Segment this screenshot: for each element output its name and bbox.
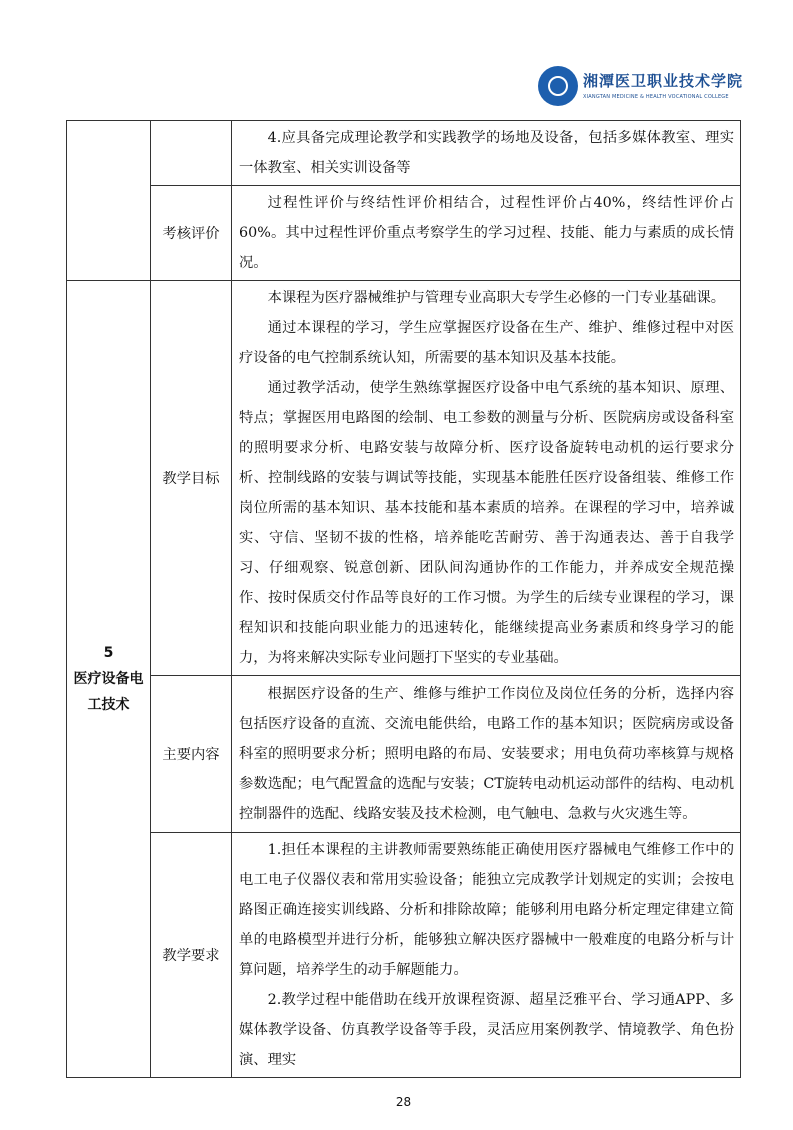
- paragraph: 4.应具备完成理论教学和实践教学的场地及设备，包括多媒体教室、理实一体教室、相关实训设备等: [239, 130, 734, 176]
- table-row: [67, 121, 741, 186]
- row-label: 主要内容: [151, 676, 232, 833]
- prev-course-cell: [67, 121, 151, 281]
- paragraph: 1.担任本课程的主讲教师需要熟练能正确使用医疗器械电气维修工作中的电工电子仪器仪表和常用实验设备；能独立完成教学计划规定的实训；会按电路图正确连接实训线路、分析和排除故障；能够利用电路分析定理定律建立简单的电路模型并进行分析，能够独立解决医疗器械中一般难度的电路分析与计算问题，培养学生的动手解题能力。: [239, 842, 734, 978]
- logo-english-name: XIANGTAN MEDICINE & HEALTH VOCATIONAL COLLEGE: [583, 94, 729, 100]
- row-label: 考核评价: [151, 186, 232, 281]
- paragraph: 2.教学过程中能借助在线开放课程资源、超星泛雅平台、学习通APP、多媒体教学设备、仿真教学设备等手段，灵活应用案例教学、情境教学、角色扮演、理实: [239, 992, 734, 1068]
- row-label: [151, 121, 232, 186]
- page-number: 28: [395, 1095, 412, 1109]
- row-content: [232, 186, 741, 281]
- paragraph: 本课程为医疗器械维护与管理专业高职大专学生必修的一门专业基础课。: [267, 290, 726, 306]
- table-row: [67, 186, 741, 281]
- row-label: 教学目标: [151, 281, 232, 676]
- college-logo: [538, 66, 743, 106]
- course-name-cell: [67, 281, 151, 1078]
- row-content: [232, 833, 741, 1078]
- course-number: 5: [103, 645, 114, 661]
- college-emblem-icon: [538, 66, 578, 106]
- course-name-line1: 医疗设备电: [73, 671, 144, 687]
- table-row: [67, 281, 741, 676]
- paragraph: 通过本课程的学习，学生应掌握医疗设备在生产、维护、维修过程中对医疗设备的电气控制系统认知，所需要的基本知识及基本技能。: [239, 320, 734, 366]
- paragraph: 根据医疗设备的生产、维修与维护工作岗位及岗位任务的分析，选择内容包括医疗设备的直流、交流电能供给，电路工作的基本知识；医院病房或设备科室的照明要求分析；照明电路的布局、安装要求；用电负荷功率核算与规格参数选配；电气配置盒的选配与安装；CT旋转电动机运动部件的结构、电动机控制器件的选配、线路安装及技术检测，电气触电、急救与火灾逃生等。: [239, 686, 734, 822]
- course-table: [66, 120, 741, 1078]
- row-content: [232, 676, 741, 833]
- table-row: [67, 676, 741, 833]
- paragraph: 过程性评价与终结性评价相结合，过程性评价占40%，终结性评价占60%。其中过程性评价重点考察学生的学习过程、技能、能力与素质的成长情况。: [239, 195, 734, 271]
- row-content: [232, 121, 741, 186]
- logo-text: [583, 71, 743, 101]
- logo-chinese-name: 湘潭医卫职业技术学院: [583, 72, 744, 90]
- row-label: 教学要求: [151, 833, 232, 1078]
- page-content: [66, 120, 741, 1130]
- table-row: [67, 833, 741, 1078]
- paragraph: 通过教学活动，使学生熟练掌握医疗设备中电气系统的基本知识、原理、特点；掌握医用电路图的绘制、电工参数的测量与分析、医院病房或设备科室的照明要求分析、电路安装与故障分析、医疗设备旋转电动机的运行要求分析、控制线路的安装与调试等技能，实现基本能胜任医疗设备组装、维修工作岗位所需的基本知识、基本技能和基本素质的培养。在课程的学习中，培养诚实、守信、坚韧不拔的性格，培养能吃苦耐劳、善于沟通表达、善于自我学习、仔细观察、锐意创新、团队间沟通协作的工作能力，并养成安全规范操作、按时保质交付作品等良好的工作习惯。为学生的后续专业课程的学习，课程知识和技能向职业能力的迅速转化，能继续提高业务素质和终身学习的能力，为将来解决实际专业问题打下坚实的专业基础。: [239, 380, 734, 666]
- row-content: [232, 281, 741, 676]
- course-name-line2: 工技术: [87, 697, 130, 713]
